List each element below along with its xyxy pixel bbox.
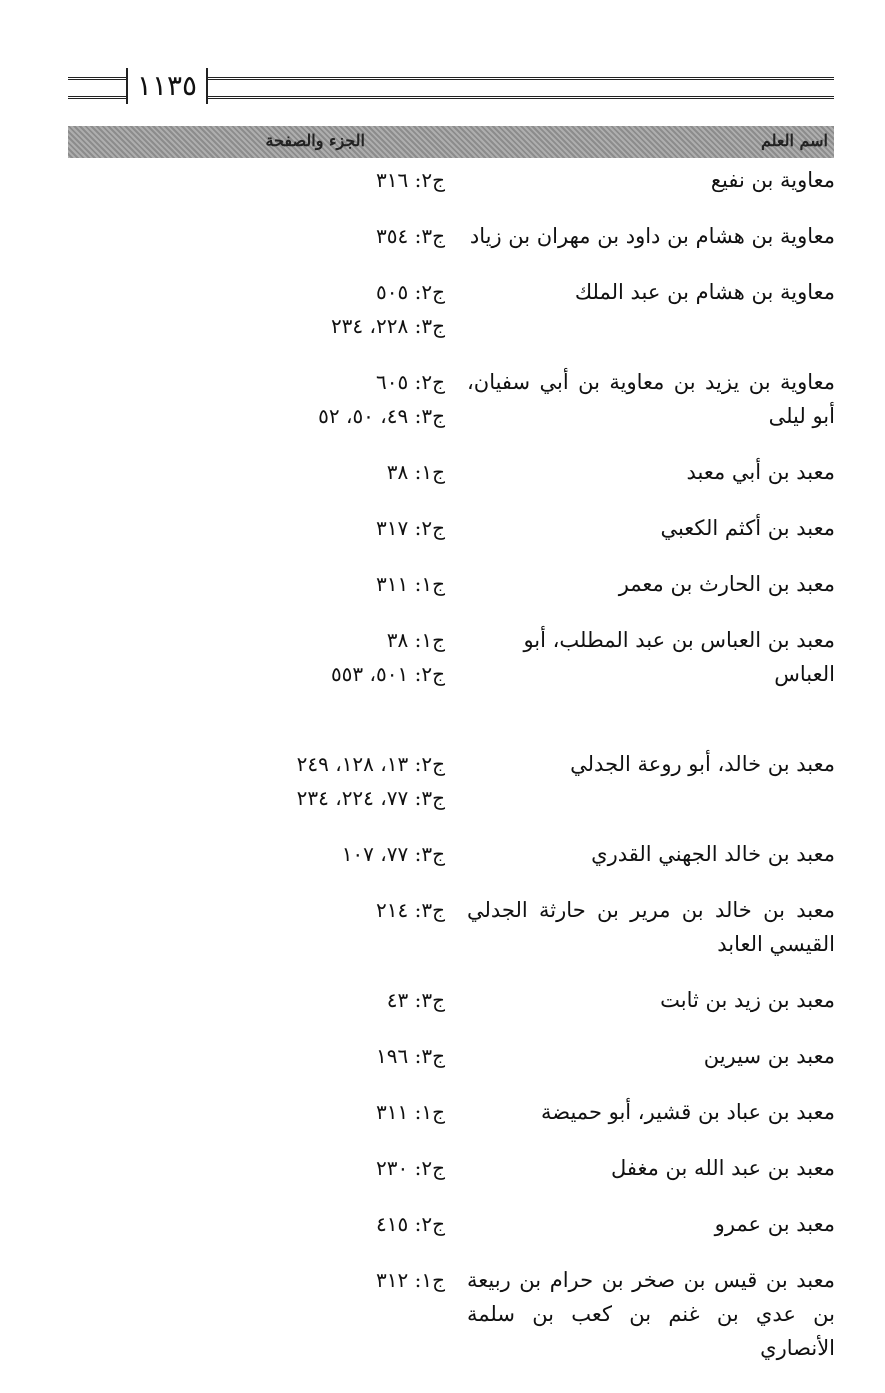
entry-references [200, 1151, 445, 1185]
entry-reference: ج١: ٣١١ [375, 1100, 445, 1124]
entry-name: معبد بن خالد، أبو روعة الجدلي [570, 752, 835, 776]
entry-name: معبد بن قيس بن صخر بن حرام بن ربيعة بن عدي بن غنم بن كعب بن سلمة الأنصاري [467, 1268, 835, 1360]
column-header-bar [68, 126, 834, 158]
index-entry [0, 1151, 885, 1207]
index-entry [0, 893, 885, 983]
entry-name: معبد بن عمرو [714, 1212, 835, 1236]
entry-references [200, 455, 445, 489]
entry-reference: ج١: ٣٨ [386, 628, 445, 652]
entry-name: معاوية بن نفيع [710, 168, 835, 192]
entry-references [200, 983, 445, 1017]
entry-reference: ج٢: ٤١٥ [375, 1212, 445, 1236]
entry-name: معاوية بن يزيد بن معاوية بن أبي سفيان، أبو ليلى [467, 370, 835, 428]
entry-reference: ج٣: ٢٢٨، ٢٣٤ [330, 314, 445, 338]
header-rule-left [68, 77, 126, 99]
entry-references [200, 1039, 445, 1073]
entry-reference: ج١: ٣١٢ [375, 1268, 445, 1292]
index-entry [0, 511, 885, 567]
index-entry [0, 275, 885, 365]
header-rule-right [208, 77, 834, 99]
column-header-name: اسم العلم [760, 131, 828, 150]
entry-reference: ج٢: ٥٠٥ [375, 280, 445, 304]
entry-reference: ج٣: ٢١٤ [375, 898, 445, 922]
entry-name: معبد بن خالد بن مرير بن حارثة الجدلي القيسي العابد [467, 898, 835, 956]
entry-reference: ج١: ٣٨ [386, 460, 445, 484]
entry-reference: ج٢: ١٣، ١٢٨، ٢٤٩ [296, 752, 445, 776]
index-entry [0, 219, 885, 275]
entry-name: معبد بن زيد بن ثابت [660, 988, 835, 1012]
entry-reference: ج٢: ٦٠٥ [375, 370, 445, 394]
entry-reference: ج٣: ٧٧، ٢٢٤، ٢٣٤ [296, 786, 445, 810]
entry-reference: ج٢: ٣١٦ [375, 168, 445, 192]
entry-references [200, 623, 445, 691]
entry-name: معبد بن عبد الله بن مغفل [610, 1156, 835, 1180]
entry-references [200, 893, 445, 927]
entry-name: معبد بن خالد الجهني القدري [591, 842, 835, 866]
entry-references [200, 837, 445, 871]
index-entry [0, 983, 885, 1039]
entry-references [200, 1263, 445, 1297]
entry-reference: ج٢: ٢٣٠ [375, 1156, 445, 1180]
index-entry [0, 365, 885, 455]
entry-reference: ج٣: ٧٧، ١٠٧ [341, 842, 445, 866]
entry-name: معبد بن الحارث بن معمر [618, 572, 835, 596]
index-entry [0, 1039, 885, 1095]
column-header-reference: الجزء والصفحة [265, 131, 365, 150]
entry-reference: ج٣: ١٩٦ [375, 1044, 445, 1068]
entry-reference: ج٣: ٤٣ [386, 988, 445, 1012]
entry-reference: ج٣: ٤٩، ٥٠، ٥٢ [318, 404, 445, 428]
index-entry [0, 1095, 885, 1151]
entry-name: معاوية بن هشام بن داود بن مهران بن زياد [469, 224, 835, 248]
entry-reference: ج١: ٣١١ [375, 572, 445, 596]
entry-references [200, 219, 445, 253]
entry-reference: ج٣: ٣٥٤ [375, 224, 445, 248]
entry-name: معبد بن عباد بن قشير، أبو حميضة [541, 1100, 835, 1124]
entry-name: معبد بن العباس بن عبد المطلب، أبو العباس [523, 628, 835, 686]
entry-name: معاوية بن هشام بن عبد الملك [574, 280, 835, 304]
entry-references [200, 163, 445, 197]
index-entry [0, 163, 885, 219]
entry-reference: ج٢: ٣١٧ [375, 516, 445, 540]
entry-references [200, 365, 445, 433]
entry-name: معبد بن أبي معبد [686, 460, 835, 484]
index-entries [0, 163, 885, 1387]
index-entry [0, 567, 885, 623]
entry-references [200, 1207, 445, 1241]
index-entry [0, 747, 885, 837]
index-entry [0, 1207, 885, 1263]
entry-references [200, 567, 445, 601]
index-entry [0, 1263, 885, 1387]
entry-references [200, 1095, 445, 1129]
index-entry [0, 455, 885, 511]
entry-references [200, 275, 445, 343]
entry-reference: ج٢: ٥٠١، ٥٥٣ [330, 662, 445, 686]
entry-name: معبد بن أكثم الكعبي [660, 516, 835, 540]
entry-references [200, 747, 445, 815]
index-entry [0, 837, 885, 893]
page-number: ١١٣٥ [126, 68, 208, 104]
entry-name: معبد بن سيرين [703, 1044, 835, 1068]
entry-references [200, 511, 445, 545]
index-entry [0, 623, 885, 747]
